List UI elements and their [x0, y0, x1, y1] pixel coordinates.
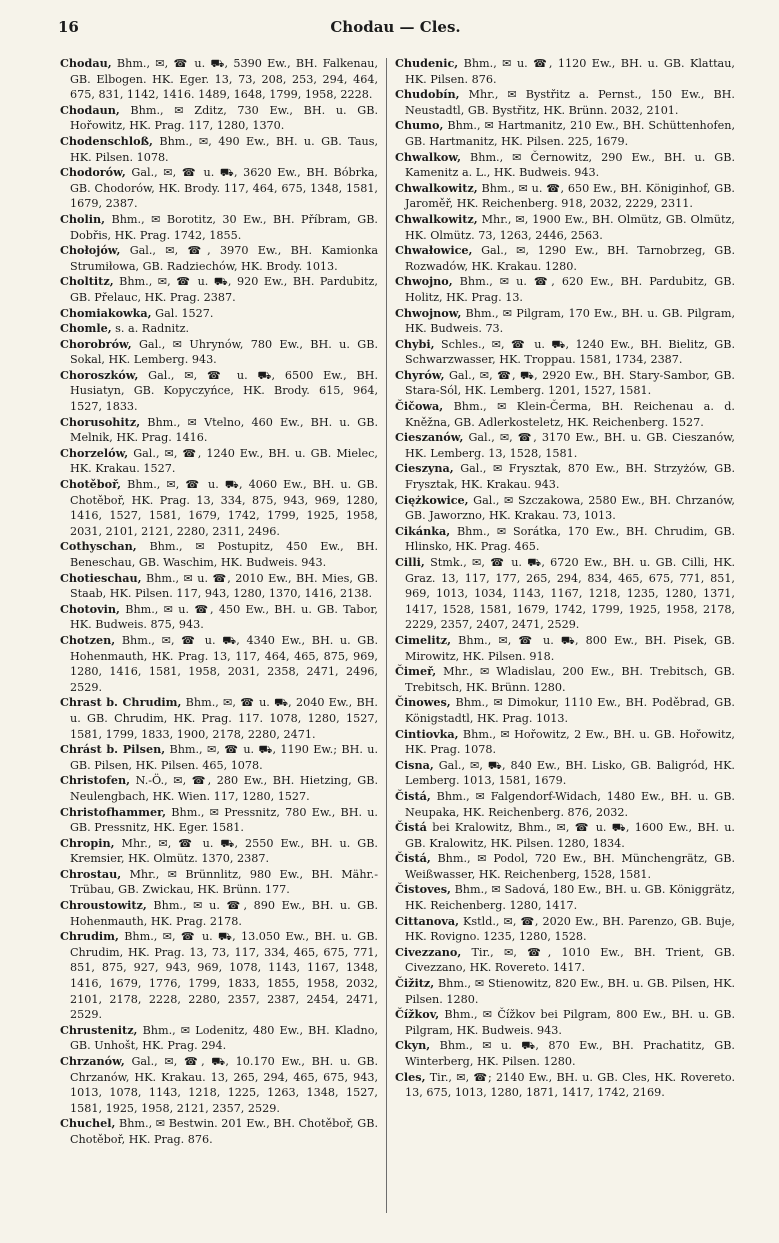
place-details: Bhm., ✉ Borotitz, 30 Ew., BH. Příbram, GB. Dobřis, HK. Prag. 1742, 1855. [70, 212, 378, 242]
place-details: Bhm., ✉ Zditz, 730 Ew., BH. u. GB. Hořowitz, HK. Prag. 117, 1280, 1370. [70, 103, 378, 133]
place-details: Stmk., ✉, ☎ u. ⛟, 6720 Ew., BH. u. GB. Cilli, HK. Graz. 13, 117, 177, 265, 294, 834, 465, 675, 771, 851, 969, 1013, 1034, 1143, 1167, 1218, 1235, 1280, 1371, 1417, 1528, 1581, 1679, 1742, 1799, 1925, 1958, 2178, 2229, 2357, 2407, 2471, 2529. [405, 556, 735, 632]
place-entry [395, 337, 735, 368]
place-details: Bhm., ✉ Pilgram, 170 Ew., BH. u. GB. Pilgram, HK. Budweis. 73. [405, 306, 735, 336]
place-entry [60, 337, 378, 368]
place-name: Čížkov, [395, 1007, 440, 1022]
place-entry [395, 430, 735, 461]
place-entry [395, 851, 735, 882]
place-details: Bhm., ✉ u. ☎, 450 Ew., BH. u. GB. Tabor, HK. Budweis. 875, 943. [70, 602, 378, 632]
place-name: Chudobín, [395, 87, 460, 102]
place-entry [395, 727, 735, 758]
place-name: Choroszków, [60, 367, 139, 382]
place-name: Chumo, [395, 118, 444, 133]
place-name: Čistá, [395, 851, 431, 866]
place-details: Mhr., ✉, 1900 Ew., BH. Olmütz, GB. Olmütz, HK. Olmütz. 73, 1263, 2446, 2563. [405, 212, 735, 242]
place-details: Mhr., ✉, ☎ u. ⛟, 2550 Ew., BH. u. GB. Kremsier, HK. Olmütz. 1370, 2387. [70, 836, 378, 866]
place-entry [60, 103, 378, 134]
place-entry [60, 446, 378, 477]
place-entry [60, 165, 378, 212]
place-entry [395, 368, 735, 399]
place-name: Chorusohitz, [60, 414, 141, 429]
place-details: Schles., ✉, ☎ u. ⛟, 1240 Ew., BH. Bielitz, GB. Schwarzwasser, HK. Troppau. 1581, 1734, 2387. [405, 337, 735, 367]
place-details: Bhm., ✉, ☎ u. ⛟, 920 Ew., BH. Pardubitz, GB. Přelauc, HK. Prag. 2387. [70, 275, 378, 304]
place-entry [395, 758, 735, 789]
place-entry [395, 150, 735, 181]
place-name: Cimelitz, [395, 632, 452, 647]
place-entry [60, 633, 378, 695]
place-name: Chrostau, [60, 866, 122, 881]
place-entry [60, 1023, 378, 1054]
place-name: Činowes, [395, 695, 451, 710]
place-details: Bhm., ✉ u. ☎, 2010 Ew., BH. Mies, GB. Staab, HK. Pilsen. 117, 943, 1280, 1370, 1416, 2138. [70, 571, 378, 601]
place-name: Cintiovka, [395, 726, 459, 741]
place-details: Gal., ✉ Uhrynów, 780 Ew., BH. u. GB. Sokal, HK. Lemberg. 943. [70, 337, 378, 367]
place-name: Chroustowitz, [60, 898, 147, 913]
place-name: Christofen, [60, 773, 131, 788]
place-entry [395, 664, 735, 695]
place-details: Bhm., ✉ Stienowitz, 820 Ew., BH. u. GB. Pilsen, HK. Pilsen. 1280. [405, 977, 735, 1006]
place-details: Gal., ✉, ☎, 1240 Ew., BH. u. GB. Mielec, HK. Krakau. 1527. [70, 446, 378, 476]
place-entry [395, 212, 735, 243]
place-entry [395, 181, 735, 212]
place-details: Bhm., ✉ u. ⛟, 870 Ew., BH. Prachatitz, GB. Winterberg, HK. Pilsen. 1280. [405, 1039, 735, 1068]
place-name: Chodorów, [60, 165, 126, 180]
place-name: Ciężkowice, [395, 492, 469, 507]
place-entry [60, 212, 378, 243]
place-name: Chotieschau, [60, 570, 142, 585]
place-name: Choltitz, [60, 274, 114, 289]
place-entry [395, 306, 735, 337]
place-name: Čistá, [395, 788, 431, 803]
place-entry [60, 836, 378, 867]
place-entry [395, 945, 735, 976]
place-name: Chwojno, [395, 274, 453, 289]
place-entry [60, 321, 378, 337]
place-details: Gal., ✉, ☎, ⛟, 10.170 Ew., BH. u. GB. Chrzanów, HK. Krakau. 13, 265, 294, 465, 675, 943, 1013, 1078, 1143, 1218, 1225, 1263, 1348, 1527, 1581, 1925, 1958, 2121, 2357, 2529. [70, 1055, 378, 1115]
place-details: Bhm., ✉ Dimokur, 1110 Ew., BH. Poděbrad, GB. Königstadtl, HK. Prag. 1013. [405, 696, 735, 725]
place-entry [60, 368, 378, 415]
place-details: N.-Ö., ✉, ☎, 280 Ew., BH. Hietzing, GB. Neulengbach, HK. Wien. 117, 1280, 1527. [70, 774, 378, 803]
place-name: Cothyschan, [60, 539, 137, 554]
place-name: Cholin, [60, 211, 106, 226]
place-entry [395, 461, 735, 492]
place-entry [60, 773, 378, 804]
place-name: Ckyn, [395, 1038, 431, 1053]
place-details: Bhm., ✉ u. ☎, 1120 Ew., BH. u. GB. Klattau, HK. Pilsen. 876. [405, 57, 735, 86]
place-details: Bhm., ✉ Hartmanitz, 210 Ew., BH. Schüttenhofen, GB. Hartmanitz, HK. Pilsen. 225, 1679. [405, 119, 735, 148]
place-name: Cilli, [395, 555, 425, 569]
place-details: Bhm., ✉, ☎ u. ⛟, 13.050 Ew., BH. u. GB. Chrudim, HK. Prag. 13, 73, 117, 334, 465, 675, 771, 851, 875, 927, 943, 969, 1078, 1143, 1167, 1348, 1416, 1679, 1776, 1799, 1833, 1855, 1958, 2032, 2101, 2178, 2228, 2280, 2357, 2387, 2454, 2471, 2529. [70, 930, 378, 1022]
place-name: Cles, [395, 1069, 426, 1084]
place-details: Gal., ✉, ☎, 3170 Ew., BH. u. GB. Cieszanów, HK. Lemberg. 13, 1528, 1581. [405, 431, 735, 460]
place-name: Chotěboř, [60, 477, 122, 492]
place-details: Mhr., ✉ Brünnlitz, 980 Ew., BH. Mähr.-Trübau, GB. Zwickau, HK. Brünn. 177. [70, 867, 378, 897]
place-details: Bhm., ✉ Bestwin. 201 Ew., BH. Chotěboř, GB. Chotěboř, HK. Prag. 876. [70, 1117, 378, 1146]
place-name: Chwałowice, [395, 243, 473, 258]
place-entry [395, 118, 735, 149]
place-name: Chropin, [60, 835, 115, 850]
place-entry [395, 1038, 735, 1069]
place-name: Chotzen, [60, 632, 116, 647]
place-name: Chodaun, [60, 102, 120, 117]
place-details: Bhm., ✉ Vtelno, 460 Ew., BH. u. GB. Melnik, HK. Prag. 1416. [70, 415, 378, 445]
place-details: Bhm., ✉, ☎ u. ⛟, 1190 Ew.; BH. u. GB. Pilsen, HK. Pilsen. 465, 1078. [70, 743, 378, 772]
place-name: Chwalkow, [395, 149, 461, 164]
left-column [60, 56, 378, 1215]
running-title: Chodau — Cles. [330, 18, 461, 36]
right-column [395, 56, 735, 1215]
place-name: Chwalkowitz, [395, 211, 478, 226]
place-entry [395, 493, 735, 524]
place-details: Bhm., ✉ Falgendorf-Widach, 1480 Ew., BH. u. GB. Neupaka, HK. Reichenberg. 876, 2032. [405, 789, 735, 819]
place-entry [60, 1116, 378, 1147]
place-name: Čižitz, [395, 976, 435, 991]
place-entry [60, 56, 378, 103]
place-entry [395, 1007, 735, 1038]
place-entry [60, 539, 378, 570]
place-details: Bhm., ✉ Postupitz, 450 Ew., BH. Beneschau, GB. Waschim, HK. Budweis. 943. [70, 540, 378, 569]
place-entry [60, 477, 378, 539]
place-name: Chwojnow, [395, 305, 462, 320]
place-name: Chołojów, [60, 243, 121, 258]
place-name: Chybi, [395, 336, 435, 351]
place-details: Bhm., ✉, ☎ u. ⛟, 4060 Ew., BH. u. GB. Chotěboř, HK. Prag. 13, 334, 875, 943, 969, 1280, 1416, 1527, 1581, 1679, 1742, 1799, 1925, 1958, 2031, 2101, 2121, 2280, 2311, 2496. [70, 478, 378, 538]
place-name: Chotovin, [60, 601, 120, 616]
place-name: Cieszyna, [395, 461, 454, 476]
place-name: Chrudim, [60, 929, 119, 944]
place-name: Christofhammer, [60, 804, 167, 819]
place-name: Cieszanów, [395, 430, 464, 445]
place-entry [395, 882, 735, 913]
place-details: Gal. 1527. [155, 306, 214, 320]
place-entry [395, 524, 735, 555]
place-name: Civezzano, [395, 944, 462, 959]
place-entry [395, 695, 735, 726]
place-entry [60, 274, 378, 305]
place-details: Gal., ✉, ☎, 3970 Ew., BH. Kamionka Strumiłowa, GB. Radziechów, HK. Brody. 1013. [70, 244, 378, 273]
place-details: Tir., ✉, ☎; 2140 Ew., BH. u. GB. Cles, HK. Rovereto. 13, 675, 1013, 1280, 1871, 1417, 1742, 2169. [405, 1070, 735, 1100]
place-name: Chuchel, [60, 1116, 116, 1131]
place-details: Bhm., ✉ Klein-Čerma, BH. Reichenau a. d. Kněžna, GB. Adlerkosteletz, HK. Reichenberg. 1527. [405, 400, 735, 429]
place-entry [395, 56, 735, 87]
place-entry [395, 1070, 735, 1101]
place-details: Bhm., ✉ u. ☎, 650 Ew., BH. Königinhof, GB. Jaroměř, HK. Reichenberg. 918, 2032, 2229, 2311. [405, 181, 735, 211]
place-name: Chorobrów, [60, 336, 132, 351]
place-entry [395, 633, 735, 664]
place-name: Čičowa, [395, 399, 444, 414]
place-details: Gal., ✉, ⛟, 840 Ew., BH. Lisko, GB. Baligród, HK. Lemberg. 1013, 1581, 1679. [405, 758, 735, 788]
place-name: Chrást b. Pilsen, [60, 742, 166, 757]
place-details: Gal., ✉ Szczakowa, 2580 Ew., BH. Chrzanów, GB. Jaworzno, HK. Krakau. 73, 1013. [405, 493, 735, 523]
place-details: Bhm., ✉, 490 Ew., BH. u. GB. Taus, HK. Pilsen. 1078. [70, 134, 378, 164]
place-details: Bhm., ✉ Černowitz, 290 Ew., BH. u. GB. Kamenitz a. L., HK. Budweis. 943. [405, 150, 735, 180]
place-name: Cisna, [395, 757, 434, 772]
place-entry [395, 243, 735, 274]
place-name: Cittanova, [395, 913, 459, 928]
place-entry [395, 274, 735, 305]
place-details: Gal., ✉, ☎, ⛟, 2920 Ew., BH. Stary-Sambor, GB. Stara-Sól, HK. Lemberg. 1201, 1527, 1581. [405, 368, 735, 398]
page-header [58, 18, 733, 44]
place-details: Mhr., ✉ Wladislau, 200 Ew., BH. Trebitsch, GB. Trebitsch, HK. Brünn. 1280. [405, 665, 735, 694]
place-name: Chrzanów, [60, 1054, 125, 1068]
place-entry [395, 976, 735, 1007]
place-entry [60, 1054, 378, 1116]
place-entry [395, 555, 735, 633]
place-entry [395, 789, 735, 820]
place-details: Bhm., ✉ Pressnitz, 780 Ew., BH. u. GB. Pressnitz, HK. Eger. 1581. [70, 805, 378, 835]
place-details: Mhr., ✉ Bystřitz a. Pernst., 150 Ew., BH. Neustadtl, GB. Bystřitz, HK. Brünn. 2032, 2101. [405, 88, 735, 117]
place-entry [60, 867, 378, 898]
place-details: Bhm., ✉ Lodenitz, 480 Ew., BH. Kladno, GB. Unhošt, HK. Prag. 294. [70, 1023, 378, 1053]
place-entry [60, 415, 378, 446]
place-entry [60, 243, 378, 274]
place-details: Bhm., ✉ Sorátka, 170 Ew., BH. Chrudim, GB. Hlinsko, HK. Prag. 465. [405, 524, 735, 554]
place-entry [60, 602, 378, 633]
column-divider [386, 58, 387, 1213]
place-name: Chudenic, [395, 56, 459, 70]
place-name: Chodenschloß, [60, 133, 153, 148]
place-entry [395, 87, 735, 118]
place-details: Gal., ✉ Frysztak, 870 Ew., BH. Strzyżów, GB. Frysztak, HK. Krakau. 943. [405, 462, 735, 492]
place-entry [60, 134, 378, 165]
place-name: Chomle, [60, 321, 112, 336]
place-name: Chrast b. Chrudim, [60, 695, 182, 710]
place-name: Čistá [395, 820, 427, 835]
place-details: Bhm., ✉, ☎ u. ⛟, 5390 Ew., BH. Falkenau, GB. Elbogen. HK. Eger. 13, 73, 208, 253, 294, 464, 675, 831, 1142, 1416. 1489, 1648, 1799, 1958, 2228. [70, 57, 378, 102]
place-name: Chomiakowka, [60, 305, 152, 320]
place-name: Čimeř, [395, 664, 437, 679]
place-entry [395, 399, 735, 430]
place-details: Bhm., ✉ u. ☎, 890 Ew., BH. u. GB. Hohenmauth, HK. Prag. 2178. [70, 899, 378, 928]
place-entry [60, 695, 378, 742]
place-details: Tir., ✉, ☎, 1010 Ew., BH. Trient, GB. Civezzano, HK. Rovereto. 1417. [405, 945, 735, 975]
place-entry [395, 820, 735, 851]
place-name: Chodau, [60, 56, 112, 70]
place-details: s. a. Radnitz. [115, 322, 190, 336]
place-entry [60, 898, 378, 929]
place-details: Bhm., ✉, ☎ u. ⛟, 800 Ew., BH. Pisek, GB. Mirowitz, HK. Pilsen. 918. [405, 633, 735, 663]
place-details: Bhm., ✉ Sadová, 180 Ew., BH. u. GB. Königgrätz, HK. Reichenberg. 1280, 1417. [405, 883, 735, 913]
place-entry [60, 805, 378, 836]
place-details: Bhm., ✉ u. ☎, 620 Ew., BH. Pardubitz, GB. Holitz, HK. Prag. 13. [405, 275, 735, 304]
place-entry [60, 929, 378, 1023]
place-name: Čistoves, [395, 882, 451, 897]
place-name: Chwalkowitz, [395, 180, 478, 195]
place-details: Bhm., ✉ Hořowitz, 2 Ew., BH. u. GB. Hořowitz, HK. Prag. 1078. [405, 727, 735, 757]
place-details: Gal., ✉, 1290 Ew., BH. Tarnobrzeg, GB. Rozwadów, HK. Krakau. 1280. [405, 244, 735, 273]
place-entry [60, 306, 378, 322]
place-name: Chyrów, [395, 367, 445, 382]
place-details: Gal., ✉, ☎ u. ⛟, 6500 Ew., BH. Husiatyn, GB. Kopyczyńce, HK. Brody. 615, 964, 1527, 1833. [70, 368, 378, 414]
place-entry [395, 914, 735, 945]
place-details: Gal., ✉, ☎ u. ⛟, 3620 Ew., BH. Bóbrka, GB. Chodorów, HK. Brody. 117, 464, 675, 1348, 1581, 1679, 2387. [70, 166, 378, 211]
place-details: bei Kralowitz, Bhm., ✉, ☎ u. ⛟, 1600 Ew., BH. u. GB. Kralowitz, HK. Pilsen. 1280, 1834. [405, 821, 735, 850]
page-number: 16 [58, 18, 79, 36]
place-name: Chorzelów, [60, 445, 129, 460]
place-details: Kstld., ✉, ☎, 2020 Ew., BH. Parenzo, GB. Buje, HK. Rovigno. 1235, 1280, 1528. [405, 914, 735, 944]
place-name: Chrustenitz, [60, 1022, 138, 1037]
place-details: Bhm., ✉ Podol, 720 Ew., BH. Münchengrätz, GB. Weißwasser, HK. Reichenberg, 1528, 1581. [405, 852, 735, 881]
place-details: Bhm., ✉, ☎ u. ⛟, 2040 Ew., BH. u. GB. Chrudim, HK. Prag. 117. 1078, 1280, 1527, 1581, 1799, 1833, 1900, 2178, 2280, 2471. [70, 696, 378, 741]
place-details: Bhm., ✉ Čížkov bei Pilgram, 800 Ew., BH. u. GB. Pilgram, HK. Budweis. 943. [405, 1008, 735, 1037]
place-name: Cikánka, [395, 523, 451, 538]
place-entry [60, 571, 378, 602]
place-details: Bhm., ✉, ☎ u. ⛟, 4340 Ew., BH. u. GB. Hohenmauth, HK. Prag. 13, 117, 464, 465, 875, 969, 1280, 1416, 1581, 1958, 2031, 2358, 2471, 2496, 2529. [70, 633, 378, 694]
place-entry [60, 742, 378, 773]
